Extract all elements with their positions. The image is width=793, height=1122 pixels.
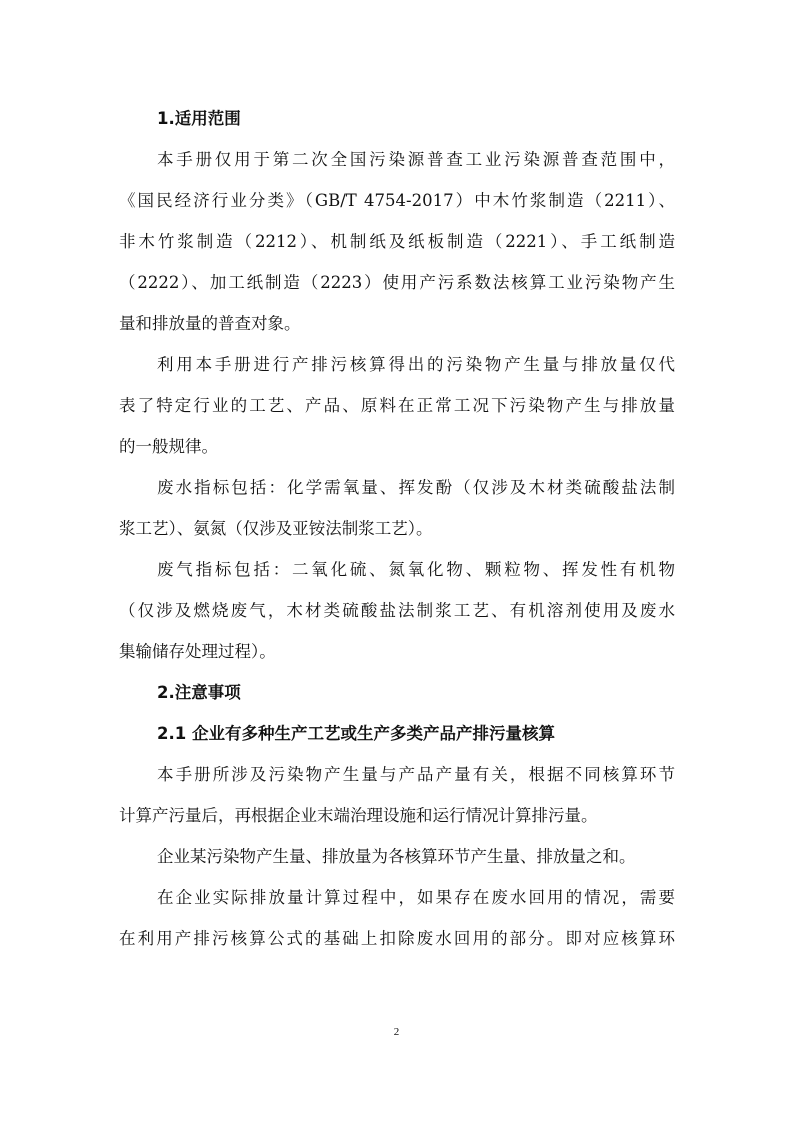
text-line: 计算产污量后，再根据企业末端治理设施和运行情况计算排污量。 [119, 806, 598, 825]
section-heading-notes: 2.注意事项 [157, 683, 241, 702]
text-line: 浆工艺）、氨氮（仅涉及亚铵法制浆工艺）。 [119, 519, 433, 538]
paragraph-reuse [119, 877, 675, 959]
text-line: 在企业实际排放量计算过程中，如果存在废水回用的情况，需要 [157, 888, 675, 907]
text-line: 表了特定行业的工艺、产品、原料在正常工况下污染物产生与排放量 [119, 396, 675, 415]
text-line: 废气指标包括：二氧化硫、氮氧化物、颗粒物、挥发性有机物 [157, 560, 675, 579]
paragraph-sum [119, 836, 675, 877]
paragraph-scope [119, 139, 675, 344]
page-content [119, 98, 675, 959]
paragraph-usage [119, 344, 675, 467]
text-line: （2222）、加工纸制造（2223）使用产污系数法核算工业污染物产生 [119, 273, 675, 292]
paragraph-calculation [119, 754, 675, 836]
text-line: （仅涉及燃烧废气，木材类硫酸盐法制浆工艺、有机溶剂使用及废水 [119, 601, 675, 620]
paragraph-exhaust-indicators [119, 549, 675, 672]
text-line: 《国民经济行业分类》（GB/T 4754-2017）中木竹浆制造（2211）、 [119, 191, 675, 210]
text-line: 本手册仅用于第二次全国污染源普查工业污染源普查范围中， [157, 150, 675, 169]
text-line: 量和排放量的普查对象。 [119, 314, 301, 333]
paragraph-wastewater-indicators [119, 467, 675, 549]
text-line: 本手册所涉及污染物产生量与产品产量有关，根据不同核算环节 [157, 765, 675, 784]
text-line: 企业某污染物产生量、排放量为各核算环节产生量、排放量之和。 [157, 847, 636, 866]
page-number: 2 [393, 1026, 400, 1038]
section-heading-scope: 1.适用范围 [157, 109, 241, 128]
text-line: 废水指标包括：化学需氧量、挥发酚（仅涉及木材类硫酸盐法制 [157, 478, 675, 497]
text-line: 利用本手册进行产排污核算得出的污染物产生量与排放量仅代 [157, 355, 675, 374]
text-line: 在利用产排污核算公式的基础上扣除废水回用的部分。即对应核算环 [119, 929, 675, 948]
text-line: 的一般规律。 [119, 437, 218, 456]
subsection-heading-multiple-processes: 2.1 企业有多种生产工艺或生产多类产品产排污量核算 [157, 724, 555, 743]
text-line: 非木竹浆制造（2212）、机制纸及纸板制造（2221）、手工纸制造 [119, 232, 675, 251]
text-line: 集输储存处理过程）。 [119, 642, 276, 661]
